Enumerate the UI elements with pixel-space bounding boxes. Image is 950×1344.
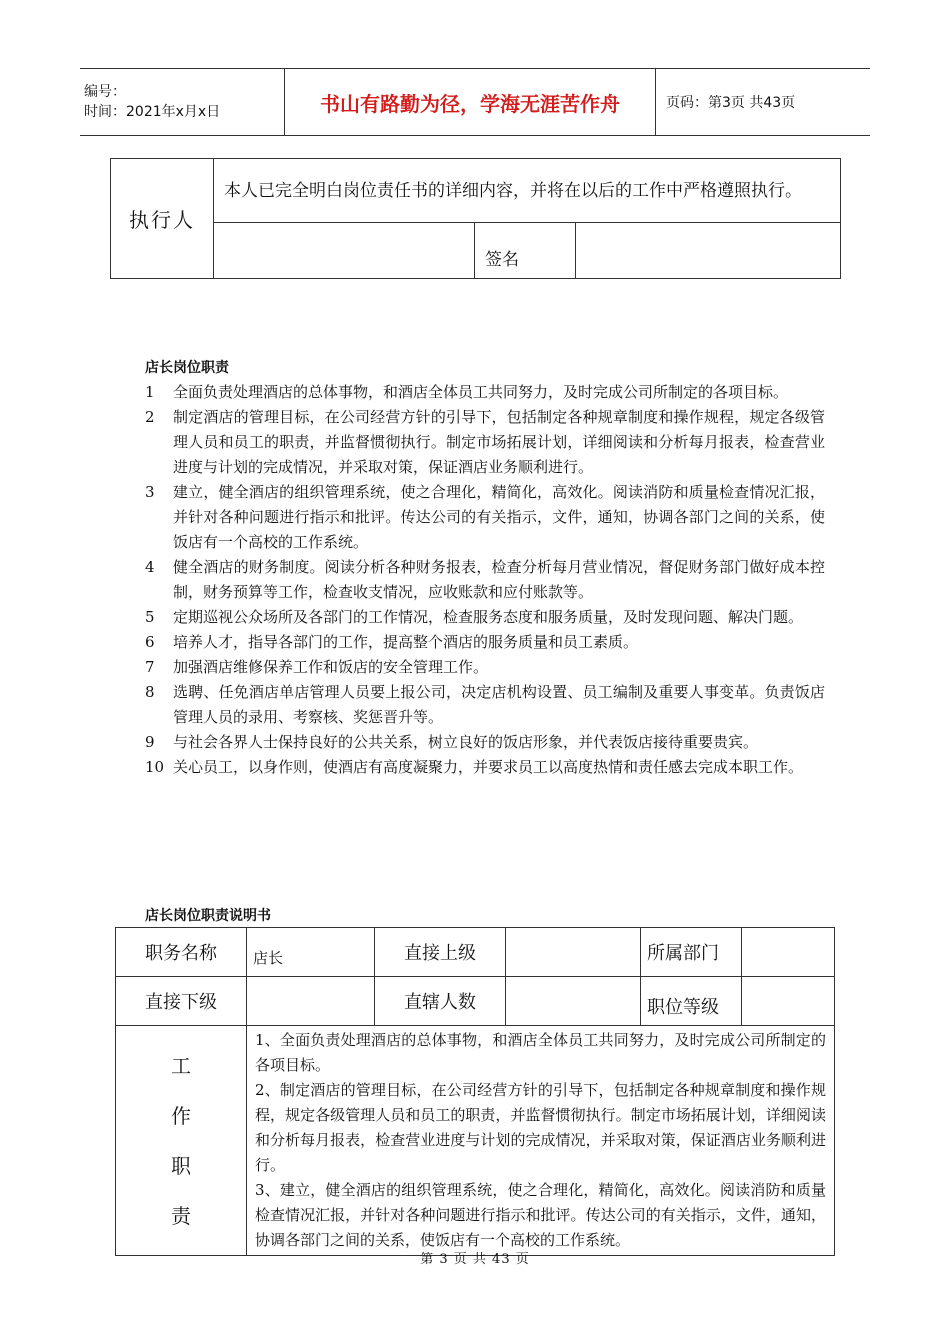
duty-item: 1、全面负责处理酒店的总体事物，和酒店全体员工共同努力，及时完成公司所制定的各项目标。: [255, 1031, 826, 1074]
header-page-info: 页码：第3页 共43页: [656, 69, 871, 136]
number-label: 编号：: [84, 84, 126, 100]
duty-text: 加强酒店维修保养工作和饭店的安全管理工作。: [173, 658, 489, 676]
list-item: [145, 680, 825, 730]
duty-number: 2: [145, 408, 155, 426]
header-meta: [80, 69, 285, 136]
headcount-value: [506, 977, 641, 1026]
list-item: [145, 755, 825, 780]
subordinate-label: 直接下级: [116, 977, 247, 1026]
duty-item: 3、建立，健全酒店的组织管理系统，使之合理化，精简化，高效化。阅读消防和质量检查情况汇报，并针对各种问题进行指示和批评。传达公司的有关指示，文件，通知，协调各部门之间的关系，使饭店有一个高校的工作系统。: [255, 1181, 826, 1249]
work-duty-label: 工 作 职 责: [116, 1026, 247, 1256]
duty-number: 3: [145, 483, 155, 501]
duty-text: 全面负责处理酒店的总体事物，和酒店全体员工共同努力，及时完成公司所制定的各项目标。: [173, 383, 789, 401]
duty-text: 建立，健全酒店的组织管理系统，使之合理化，精简化，高效化。阅读消防和质量检查情况汇报，并针对各种问题进行指示和批评。传达公司的有关指示，文件，通知，协调各部门之间的关系，使饭店有一个高校的工作系统。: [173, 483, 825, 551]
signature-field[interactable]: [576, 223, 841, 279]
list-item: [145, 730, 825, 755]
duty-number: 5: [145, 608, 155, 626]
superior-value: [506, 928, 641, 977]
duty-item: 2、制定酒店的管理目标，在公司经营方针的引导下，包括制定各种规章制度和操作规程，规定各级管理人员和员工的职责，并监督惯彻执行。制定市场拓展计划，详细阅读和分析每月报表，检查营业进度与计划的完成情况，并采取对策，保证酒店业务顺利进行。: [255, 1081, 826, 1174]
list-item: [145, 605, 825, 630]
superior-label: 直接上级: [375, 928, 506, 977]
duty-number: 4: [145, 558, 155, 576]
duty-text: 健全酒店的财务制度。阅读分析各种财务报表，检查分析每月营业情况，督促财务部门做好成本控制，财务预算等工作，检查收支情况，应收账款和应付账款等。: [173, 558, 825, 601]
duty-list: [145, 380, 825, 780]
description-table: [115, 927, 835, 1256]
duty-text: 选聘、任免酒店单店管理人员要上报公司，决定店机构设置、员工编制及重要人事变革。负责饭店管理人员的录用、考察核、奖惩晋升等。: [173, 683, 825, 726]
duty-number: 6: [145, 633, 155, 651]
duty-number: 8: [145, 683, 155, 701]
list-item: [145, 405, 825, 480]
duty-text: 培养人才，指导各部门的工作，提高整个酒店的服务质量和员工素质。: [173, 633, 639, 651]
duty-number: 9: [145, 733, 155, 751]
duty-text: 与社会各界人士保持良好的公共关系，树立良好的饭店形象，并代表饭店接待重要贵宾。: [173, 733, 759, 751]
duty-text: 关心员工，以身作则，使酒店有高度凝聚力，并要求员工以高度热情和责任感去完成本职工作。: [173, 758, 804, 776]
list-item: [145, 555, 825, 605]
executor-blank-cell: [214, 223, 475, 279]
subordinate-value: [247, 977, 375, 1026]
time-label: 时间：2021年x月x日: [84, 104, 221, 120]
page-header: [80, 68, 870, 136]
page-footer: 第 3 页 共 43 页: [420, 1252, 530, 1267]
duty-number: 7: [145, 658, 155, 676]
list-item: [145, 380, 825, 405]
duty-number: 10: [145, 758, 165, 776]
executor-statement: 本人已完全明白岗位责任书的详细内容，并将在以后的工作中严格遵照执行。: [214, 159, 841, 223]
signature-label: 签名: [475, 223, 576, 279]
grade-value: [742, 977, 835, 1026]
position-name-value: 店长: [247, 928, 375, 977]
list-item: [145, 480, 825, 555]
list-item: [145, 630, 825, 655]
executor-table: [110, 158, 841, 279]
position-name-label: 职务名称: [116, 928, 247, 977]
executor-label: 执行人: [111, 159, 214, 279]
grade-label: 职位等级: [641, 977, 742, 1026]
duty-text: 定期巡视公众场所及各部门的工作情况，检查服务态度和服务质量，及时发现问题、解决门题。: [173, 608, 804, 626]
duty-text: 制定酒店的管理目标，在公司经营方针的引导下，包括制定各种规章制度和操作规程，规定各级管理人员和员工的职责，并监督惯彻执行。制定市场拓展计划，详细阅读和分析每月报表，检查营业进度与计划的完成情况，并采取对策，保证酒店业务顺利进行。: [173, 408, 825, 476]
section-title-description: 店长岗位职责说明书: [145, 908, 271, 924]
department-value: [742, 928, 835, 977]
list-item: [145, 655, 825, 680]
work-duty-content: [247, 1026, 835, 1256]
header-motto: 书山有路勤为径，学海无涯苦作舟: [285, 69, 656, 136]
headcount-label: 直辖人数: [375, 977, 506, 1026]
department-label: 所属部门: [641, 928, 742, 977]
section-title-duties: 店长岗位职责: [145, 360, 229, 376]
duty-number: 1: [145, 383, 155, 401]
